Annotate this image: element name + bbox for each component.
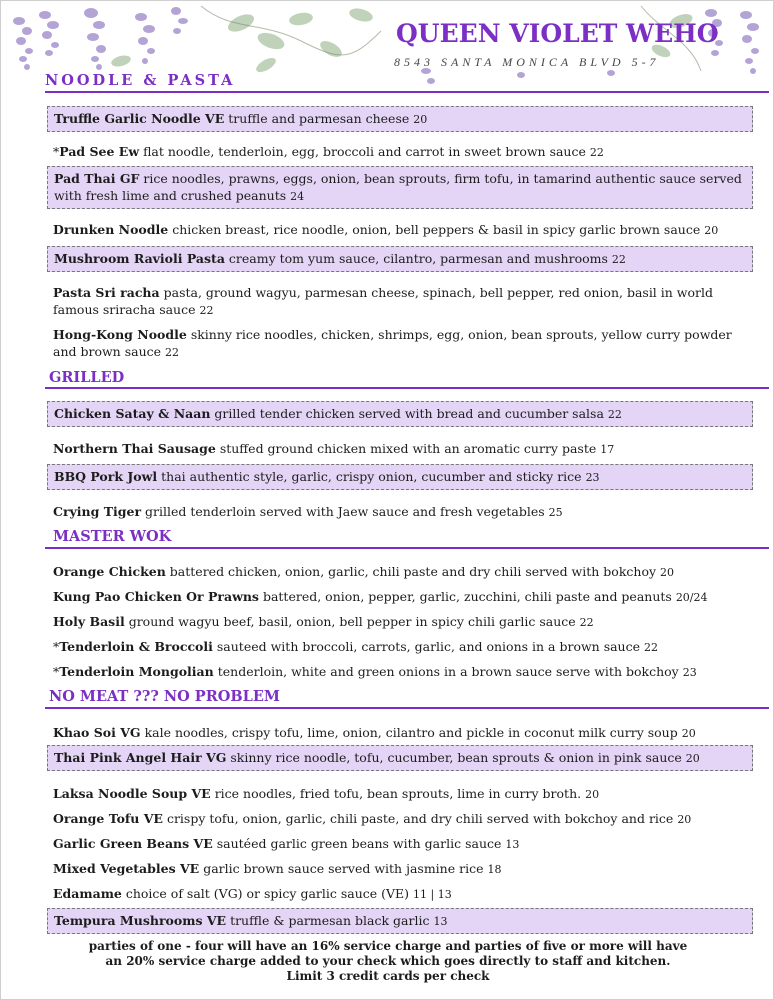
service-charge-note <box>1 939 774 984</box>
restaurant-name: QUEEN VIOLET WEHO <box>396 19 719 48</box>
menu-item <box>47 635 753 659</box>
item-name: Pad See Ew <box>59 144 140 159</box>
item-name: Drunken Noodle <box>53 222 169 237</box>
menu-item <box>47 721 753 745</box>
item-description: chicken breast, rice noodle, onion, bell peppers & basil in spicy garlic brown sauce <box>172 222 701 237</box>
item-description: kale noodles, crispy tofu, lime, onion, cilantro and pickle in coconut milk curry soup <box>144 725 678 740</box>
item-name: Mushroom Ravioli Pasta <box>54 251 225 266</box>
item-description: grilled tender chicken served with bread and cucumber salsa <box>214 406 604 421</box>
item-price: 22 <box>589 146 604 159</box>
section-title-grilled: GRILLED <box>49 369 125 386</box>
item-name: Kung Pao Chicken Or Prawns <box>53 589 259 604</box>
item-name: Tenderloin & Broccoli <box>59 639 213 654</box>
item-name: Pad Thai GF <box>54 171 140 186</box>
item-price: 20 <box>413 113 428 126</box>
menu-item <box>47 246 753 272</box>
item-price: 18 <box>487 863 502 876</box>
item-name: Tempura Mushrooms VE <box>54 913 227 928</box>
menu-item <box>47 500 753 524</box>
item-name: Chicken Satay & Naan <box>54 406 211 421</box>
item-price: 20/24 <box>675 591 708 604</box>
item-price: 17 <box>600 443 615 456</box>
section-title-no-meat: NO MEAT ??? NO PROBLEM <box>49 688 280 705</box>
item-description: choice of salt (VG) or spicy garlic sauce (VE) <box>125 886 410 901</box>
item-name: Truffle Garlic Noodle VE <box>54 111 225 126</box>
menu-item <box>47 464 753 490</box>
item-name: Laksa Noodle Soup VE <box>53 786 211 801</box>
item-description: grilled tenderloin served with Jaew sauce and fresh vegetables <box>145 504 545 519</box>
item-name: Hong-Kong Noodle <box>53 327 187 342</box>
footer-line: parties of one - four will have an 16% service charge and parties of five or more will have <box>88 939 688 953</box>
menu-item <box>47 782 753 806</box>
section-title-master-wok: MASTER WOK <box>53 528 172 545</box>
item-price: 23 <box>585 471 600 484</box>
item-price: 20 <box>704 224 719 237</box>
item-price: 11 | 13 <box>413 888 452 901</box>
footer-line: Limit 3 credit cards per check <box>286 969 490 983</box>
item-description: rice noodles, fried tofu, bean sprouts, lime in curry broth. <box>214 786 582 801</box>
item-name: Orange Tofu VE <box>53 811 163 826</box>
item-description: pasta, ground wagyu, parmesan cheese, spinach, bell pepper, red onion, basil in world famous sriracha sauce <box>53 285 714 317</box>
item-price: 20 <box>685 752 700 765</box>
menu-item <box>47 660 753 684</box>
item-description: crispy tofu, onion, garlic, chili paste, and dry chili served with bokchoy and rice <box>166 811 674 826</box>
menu-item <box>47 832 753 856</box>
section-divider <box>45 547 769 549</box>
menu-item <box>47 807 753 831</box>
item-description: rice noodles, prawns, eggs, onion, bean sprouts, firm tofu, in tamarind authentic sauce served with fresh lime and crushed peanuts <box>54 171 742 203</box>
item-price: 22 <box>644 641 658 654</box>
item-star: * <box>53 664 60 679</box>
item-price: 22 <box>579 616 594 629</box>
item-name: Thai Pink Angel Hair VG <box>54 750 227 765</box>
item-price: 20 <box>585 788 600 801</box>
restaurant-address: 8543 SANTA MONICA BLVD 5-7 <box>394 55 660 69</box>
section-divider <box>45 91 769 93</box>
item-price: 23 <box>682 666 697 679</box>
menu-item <box>47 585 753 609</box>
menu-item <box>47 437 753 461</box>
menu-item <box>47 745 753 771</box>
item-description: stuffed ground chicken mixed with an aromatic curry paste <box>219 441 597 456</box>
item-price: 13 <box>433 915 448 928</box>
item-description: thai authentic style, garlic, crispy onion, cucumber and sticky rice <box>161 469 582 484</box>
menu-item <box>47 140 753 164</box>
item-description: flat noodle, tenderloin, egg, broccoli and carrot in sweet brown sauce <box>143 144 586 159</box>
item-name: Northern Thai Sausage <box>53 441 216 456</box>
section-title-noodle-pasta: NOODLE & PASTA <box>45 72 236 89</box>
item-description: sautéed garlic green beans with garlic sauce <box>216 836 502 851</box>
item-name: Holy Basil <box>53 614 125 629</box>
menu-item <box>47 281 753 322</box>
footer-line: an 20% service charge added to your check which goes directly to staff and kitchen. <box>105 954 671 968</box>
item-name: Khao Soi VG <box>53 725 141 740</box>
menu-item <box>47 610 753 634</box>
item-description: truffle & parmesan black garlic <box>230 913 430 928</box>
item-name: Edamame <box>53 886 122 901</box>
item-description: skinny rice noodle, tofu, cucumber, bean sprouts & onion in pink sauce <box>230 750 682 765</box>
item-price: 13 <box>505 838 520 851</box>
item-price: 20 <box>660 566 675 579</box>
item-name: BBQ Pork Jowl <box>54 469 158 484</box>
item-name: Tenderloin Mongolian <box>59 664 214 679</box>
item-price: 24 <box>290 190 305 203</box>
item-description: tenderloin, white and green onions in a brown sauce serve with bokchoy <box>217 664 679 679</box>
item-price: 20 <box>677 813 692 826</box>
item-description: skinny rice noodles, chicken, shrimps, egg, onion, bean sprouts, yellow curry powder and brown sauce <box>53 327 732 359</box>
item-star: * <box>53 639 60 654</box>
item-price: 22 <box>607 408 622 421</box>
menu-item <box>47 401 753 427</box>
item-star: * <box>53 144 60 159</box>
item-name: Crying Tiger <box>53 504 142 519</box>
menu-item <box>47 908 753 934</box>
item-description: battered chicken, onion, garlic, chili paste and dry chili served with bokchoy <box>169 564 657 579</box>
item-price: 22 <box>165 346 180 359</box>
item-name: Pasta Sri racha <box>53 285 160 300</box>
item-price: 22 <box>199 304 214 317</box>
menu-item <box>47 857 753 881</box>
section-divider <box>45 707 769 709</box>
item-description: ground wagyu beef, basil, onion, bell pepper in spicy chili garlic sauce <box>128 614 576 629</box>
menu-item <box>47 106 753 132</box>
menu-item <box>47 882 753 906</box>
menu-item <box>47 166 753 209</box>
item-description: garlic brown sauce served with jasmine rice <box>203 861 484 876</box>
section-divider <box>45 387 769 389</box>
item-price: 20 <box>681 727 696 740</box>
item-name: Orange Chicken <box>53 564 166 579</box>
menu-item <box>47 323 753 364</box>
item-price: 25 <box>548 506 563 519</box>
menu-item <box>47 560 753 584</box>
menu-item <box>47 218 753 242</box>
item-description: truffle and parmesan cheese <box>228 111 410 126</box>
item-price: 22 <box>611 253 626 266</box>
item-name: Garlic Green Beans VE <box>53 836 213 851</box>
item-description: creamy tom yum sauce, cilantro, parmesan and mushrooms <box>228 251 608 266</box>
item-description: battered, onion, pepper, garlic, zucchini, chili paste and peanuts <box>262 589 672 604</box>
item-name: Mixed Vegetables VE <box>53 861 200 876</box>
item-description: sauteed with broccoli, carrots, garlic, and onions in a brown sauce <box>216 639 641 654</box>
